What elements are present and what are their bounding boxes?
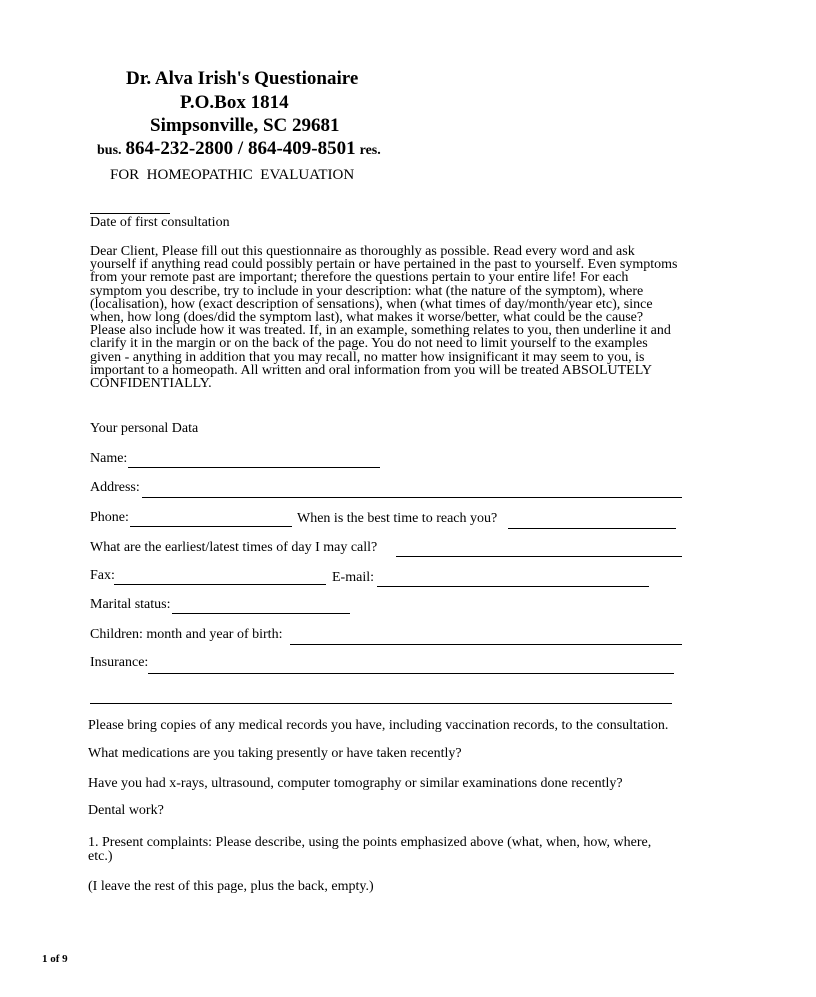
address-label: Address: xyxy=(90,480,140,495)
extra-field-line[interactable] xyxy=(90,703,672,704)
intro-line: Dear Client, Please fill out this questionnaire as thoroughly as possible. Read every word and ask xyxy=(90,244,635,259)
complaints-question: 1. Present complaints: Please describe, using the points emphasized above (what, when, how, where, xyxy=(88,835,652,850)
phone-numbers: 864-232-2800 / 864-409-8501 xyxy=(125,138,356,159)
intro-paragraph xyxy=(90,245,718,390)
intro-line: Please also include how it was treated. If, in an example, something relates to you, then underline it and xyxy=(90,323,671,339)
marital-field[interactable] xyxy=(172,613,350,614)
intro-line: when, how long (does/did the symptom last), what makes it worse/better, what could be the cause? xyxy=(90,310,644,326)
intro-line: from your remote past are important; therefore the questions pertain to your entire life! For each xyxy=(90,270,629,286)
call-times-label: What are the earliest/latest times of day I may call? xyxy=(90,540,378,555)
call-times-field[interactable] xyxy=(396,556,682,557)
personal-data-heading: Your personal Data xyxy=(90,421,199,436)
address-field[interactable] xyxy=(142,497,682,498)
bus-label: bus. xyxy=(97,143,122,158)
res-label: res. xyxy=(359,143,381,158)
intro-line: (localisation), how (exact description of sensations), when (what times of day/month/year etc), since xyxy=(90,296,653,312)
marital-label: Marital status: xyxy=(90,597,171,612)
dental-question: Dental work? xyxy=(88,803,164,818)
email-field[interactable] xyxy=(377,586,649,587)
name-field[interactable] xyxy=(128,467,380,468)
records-note: Please bring copies of any medical records you have, including vaccination records, to the consultation. xyxy=(88,718,669,733)
email-label: E-mail: xyxy=(332,570,374,585)
intro-line: given - anything in addition that you may recall, no matter how insignificant it may seem to you, is xyxy=(90,349,645,365)
page-number: 1 of 9 xyxy=(42,953,68,965)
insurance-field[interactable] xyxy=(148,673,674,674)
po-box: P.O.Box 1814 xyxy=(180,92,289,113)
fax-field[interactable] xyxy=(114,584,326,585)
intro-line: yourself if anything read could possibly pertain or have pertained in the past to yourself. Even symptoms xyxy=(90,257,678,273)
intro-line: CONFIDENTIALLY. xyxy=(90,376,212,392)
name-label: Name: xyxy=(90,451,128,466)
phone-field[interactable] xyxy=(130,526,292,527)
insurance-label: Insurance: xyxy=(90,655,149,670)
empty-note: (I leave the rest of this page, plus the back, empty.) xyxy=(88,879,374,894)
intro-line: symptom you describe, try to include in your description: what (the nature of the symptom), where xyxy=(90,283,644,299)
doctor-title: Dr. Alva Irish's Questionaire xyxy=(126,68,359,89)
medications-question: What medications are you taking presently or have taken recently? xyxy=(88,746,462,761)
intro-line: important to a homeopath. All written and oral information from you will be treated ABSOLUTELY xyxy=(90,362,652,378)
phone-line xyxy=(97,138,381,160)
children-field[interactable] xyxy=(290,644,682,645)
evaluation-subtitle: FOR HOMEOPATHIC EVALUATION xyxy=(110,167,355,183)
xrays-question: Have you had x-rays, ultrasound, computer tomography or similar examinations done recently? xyxy=(88,776,623,791)
date-field-line[interactable] xyxy=(90,213,170,214)
children-label: Children: month and year of birth: xyxy=(90,627,283,642)
intro-line: clarify it in the margin or on the back of the page. You do not need to limit yourself to the examples xyxy=(90,336,648,352)
phone-label: Phone: xyxy=(90,510,129,525)
date-label: Date of first consultation xyxy=(90,215,230,230)
fax-label: Fax: xyxy=(90,568,115,583)
complaints-question-cont: etc.) xyxy=(88,849,113,864)
best-time-field[interactable] xyxy=(508,528,676,529)
best-time-label: When is the best time to reach you? xyxy=(297,511,498,526)
city-line: Simpsonville, SC 29681 xyxy=(150,115,340,136)
